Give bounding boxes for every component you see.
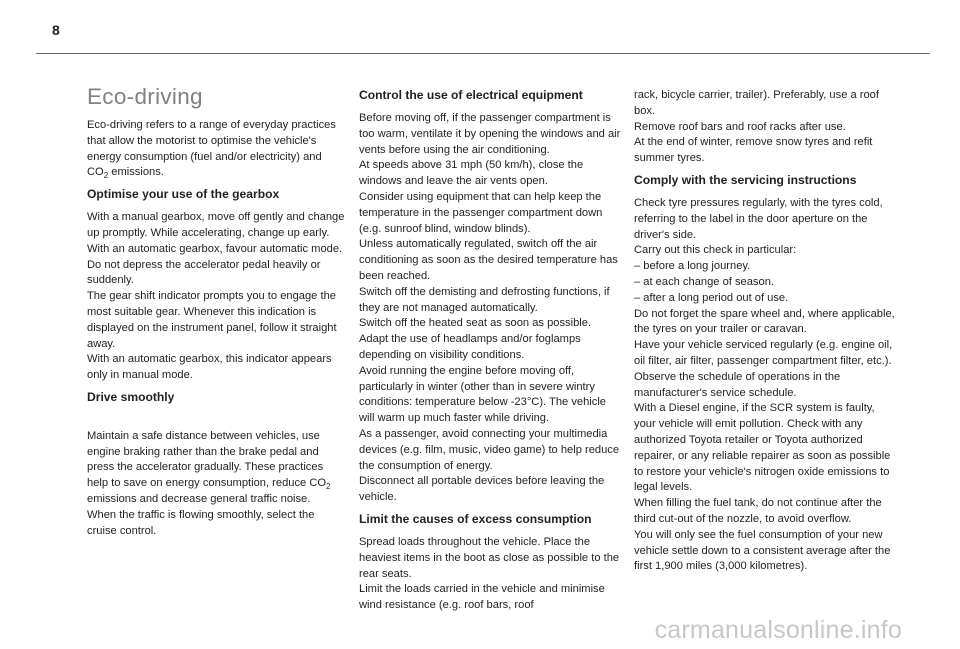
heading-electrical-equipment: Control the use of electrical equipment: [359, 88, 583, 102]
excess-paragraph: Spread loads throughout the vehicle. Place the heaviest items in the boot as close as possible to the rear seats. Limit the loads carried in the vehicle and minimise wind resistance (e.g. roof bars, roof: [359, 535, 620, 612]
page-title: Eco-driving: [87, 84, 203, 109]
drive-paragraph: [87, 413, 345, 539]
gearbox-paragraph: With a manual gearbox, move off gently and change up promptly. While accelerating, change up early. With an automatic gearbox, favour automatic mode. Do not depress the accelerator pedal heavily or suddenly. The gear shift indicator prompts you to engage the most suitable gear. Whenever this indication is displayed on the instrument panel, follow it straight away. With an automatic gearbox, this indicator appears only in manual mode.: [87, 211, 345, 382]
intro-paragraph: [87, 118, 345, 181]
drive-text: Maintain a safe distance between vehicles, use engine braking rather than the brake pedal and press the accelerator gradually. These practices help to save on energy consumption, reduce CO: [87, 429, 327, 490]
column-2: [359, 88, 621, 614]
intro-text: Eco-driving refers to a range of everyday practices that allow the motorist to optimise the vehicle's energy consumption (fuel and/or electricity) and CO: [87, 119, 336, 179]
header-divider: [36, 53, 930, 54]
heading-servicing: Comply with the servicing instructions: [634, 172, 857, 187]
servicing-paragraph: Check tyre pressures regularly, with the tyres cold, referring to the label in the door aperture on the driver's side. Carry out this check in particular: – before a long journey. – at each change of season. – after a long period out of use. Do not forget the spare wheel and, where applicable, the tyres on your trailer or caravan. Have your vehicle serviced regularly (e.g. engine oil, oil filter, air filter, passenger compartment filter, etc.). Observe the schedule of operations in the manufacturer's service schedule. With a Diesel engine, if the SCR system is faulty, your vehicle will emit pollution. Check with any authorized Toyota retailer or Toyota authorized repairer, or any reliable repairer as soon as possible to restore your vehicle's nitrogen oxide emissions to legal levels. When filling the fuel tank, do not continue after the third cut-out of the nozzle, to avoid overflow. You will only see the fuel consumption of your new vehicle settle down to a consistent average after the first 1,900 miles (3,000 kilometres).: [634, 196, 895, 573]
intro-text-end: emissions.: [108, 166, 164, 179]
co2-subscript: 2: [103, 171, 109, 181]
drive-text-end: emissions and decrease general traffic noise. When the traffic is flowing smoothly, select the cruise control.: [87, 492, 315, 537]
heading-excess-consumption: Limit the causes of excess consumption: [359, 511, 592, 526]
heading-gearbox: Optimise your use of the gearbox: [87, 187, 280, 202]
watermark: carmanualsonline.info: [654, 616, 902, 644]
continued-paragraph: rack, bicycle carrier, trailer). Preferably, use a roof box. Remove roof bars and roof racks after use. At the end of winter, remove snow tyres and refit summer tyres.: [634, 89, 879, 165]
column-1: [87, 84, 345, 539]
electrical-paragraph: Before moving off, if the passenger compartment is too warm, ventilate it by opening the windows and air vents before using the air conditioning. At speeds above 31 mph (50 km/h), close the windows and leave the air vents open. Consider using equipment that can help keep the temperature in the passenger compartment down (e.g. sunroof blind, window blinds). Unless automatically regulated, switch off the air conditioning as soon as the desired temperature has been reached. Switch off the demisting and defrosting functions, if they are not managed automatically. Switch off the heated seat as soon as possible. Adapt the use of headlamps and/or foglamps depending on visibility conditions. Avoid running the engine before moving off, particularly in winter (other than in severe wintry conditions: temperature below -23°C). The vehicle will warm up much faster while driving. As a passenger, avoid connecting your multimedia devices (e.g. film, music, video game) to help reduce the consumption of energy. Disconnect all portable devices before leaving the vehicle.: [359, 112, 621, 504]
heading-drive-smoothly: Drive smoothly: [87, 389, 175, 404]
co2-subscript: 2: [326, 482, 331, 492]
column-3: [634, 88, 896, 575]
page-number: 8: [52, 22, 60, 38]
